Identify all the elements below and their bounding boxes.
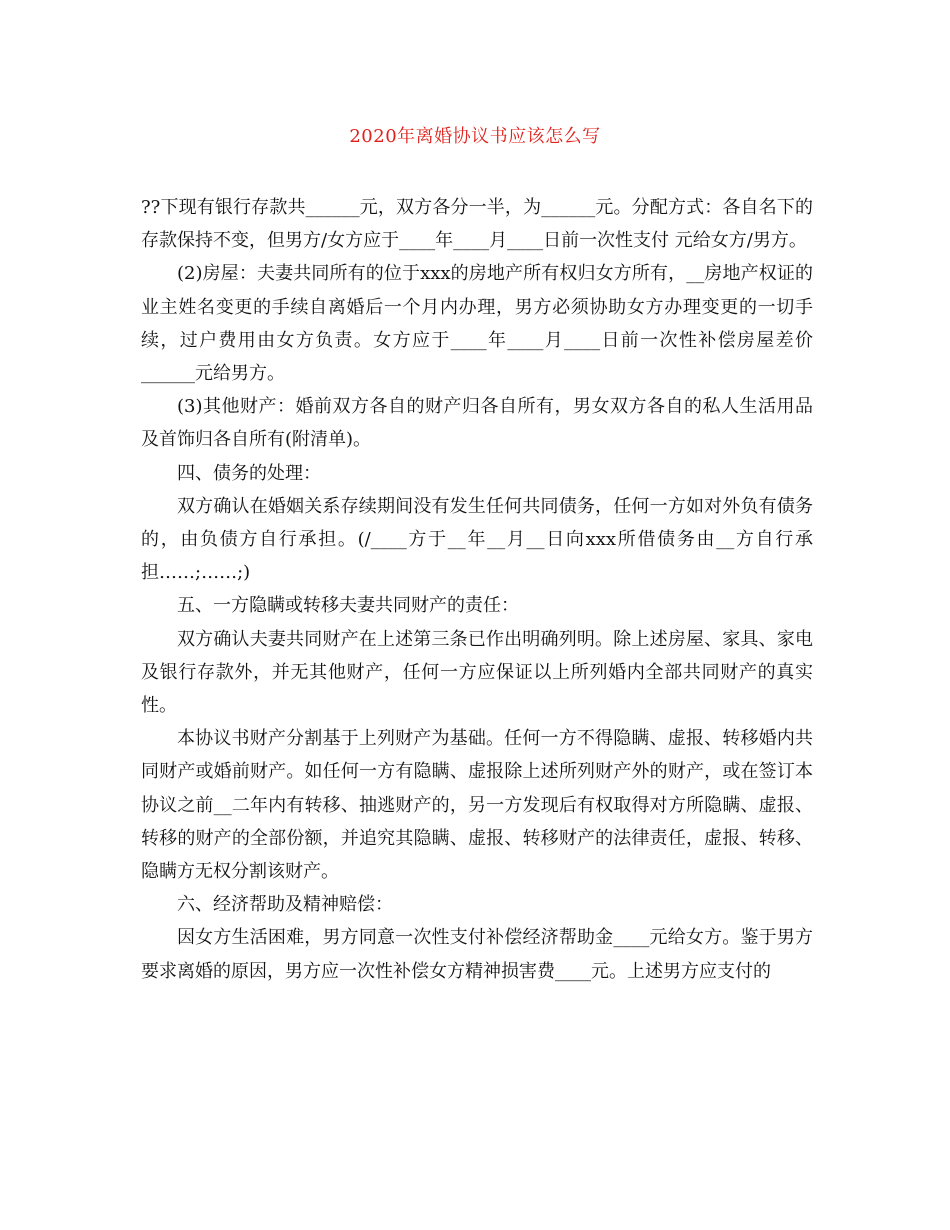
paragraph-property-confirmation: 双方确认夫妻共同财产在上述第三条已作出明确列明。除上述房屋、家具、家电及银行存款外，并无其他财产，任何一方应保证以上所列婚内全部共同财产的真实性。 (141, 628, 813, 717)
paragraph-other-property: (3)其他财产：婚前双方各自的财产归各自所有，男女双方各自的私人生活用品及首饰归各自所有(附清单)。 (141, 396, 813, 451)
paragraph-debt: 双方确认在婚姻关系存续期间没有发生任何共同债务，任何一方如对外负有债务的，由负债方自行承担。(/____方于__年__月__日向xxx所借债务由__方自行承担……;……;) (141, 495, 813, 584)
document-title: 2020年离婚协议书应该怎么写 (349, 126, 601, 147)
section-heading-compensation: 六、经济帮助及精神赔偿： (177, 894, 393, 916)
paragraph-compensation: 因女方生活困难，男方同意一次性支付补偿经济帮助金____元给女方。鉴于男方要求离婚的原因，男方应一次性补偿女方精神损害费____元。上述男方应支付的 (141, 927, 813, 982)
section-heading-concealment: 五、一方隐瞒或转移夫妻共同财产的责任： (177, 595, 519, 617)
paragraph-bank-deposit: ??下现有银行存款共______元，双方各分一半，为______元。分配方式：各自名下的存款保持不变，但男方/女方应于____年____月____日前一次性支付 元给女方/男方。 (141, 197, 813, 252)
document-body (141, 191, 813, 988)
paragraph-property-division: 本协议书财产分割基于上列财产为基础。任何一方不得隐瞒、虚报、转移婚内共同财产或婚前财产。如任何一方有隐瞒、虚报除上述所列财产外的财产，或在签订本协议之前__二年内有转移、抽逃财产的，另一方发现后有权取得对方所隐瞒、虚报、转移的财产的全部份额，并追究其隐瞒、虚报、转移财产的法律责任，虚报、转移、隐瞒方无权分割该财产。 (141, 728, 813, 883)
section-heading-debt: 四、债务的处理： (177, 462, 321, 484)
paragraph-house: (2)房屋：夫妻共同所有的位于xxx的房地产所有权归女方所有，__房地产权证的业主姓名变更的手续自离婚后一个月内办理，男方必须协助女方办理变更的一切手续，过户费用由女方负责。女方应于____年____月____日前一次性补偿房屋差价______元给男方。 (141, 263, 813, 385)
